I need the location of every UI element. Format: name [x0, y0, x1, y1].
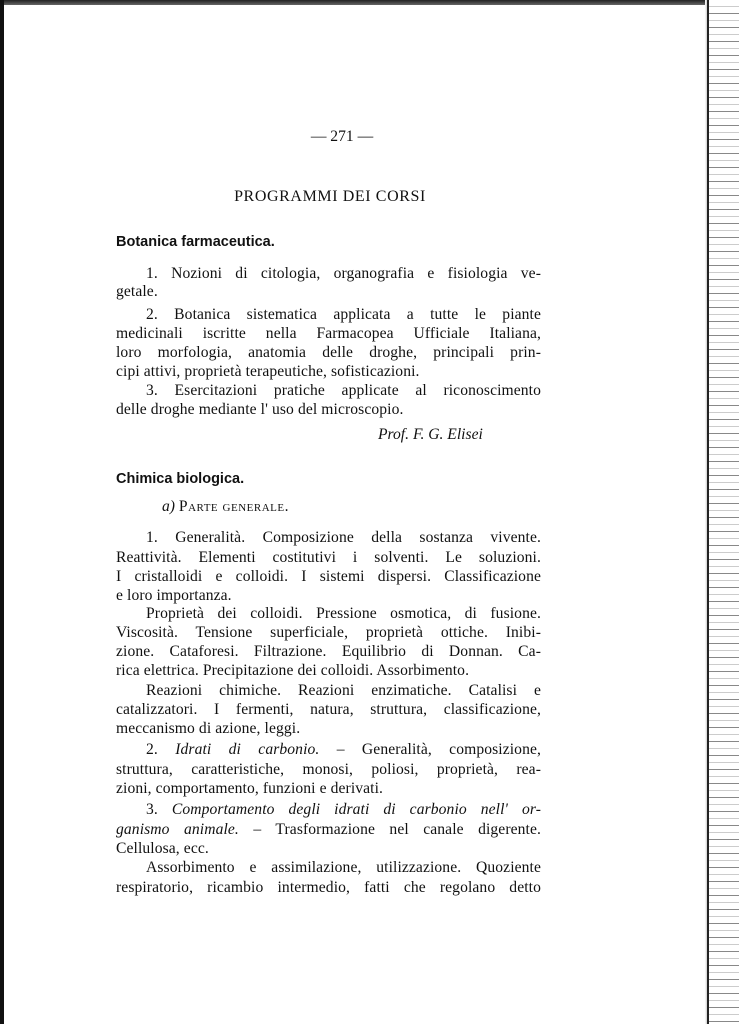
text-line	[116, 528, 541, 547]
text-segment: Proprietà dei colloidi. Pressione osmotica, di fusione.	[146, 605, 541, 622]
text-line	[116, 740, 541, 759]
text-segment: medicinali iscritte nella Farmacopea Ufficiale Italiana,	[116, 325, 541, 342]
text-segment: 1. Nozioni di citologia, organografia e fisiologia ve-	[146, 265, 541, 282]
text-line	[116, 779, 541, 798]
text-line	[116, 839, 541, 858]
text-line	[116, 661, 541, 680]
section-heading-chimica: Chimica biologica.	[116, 471, 245, 487]
text-line	[116, 305, 541, 324]
text-segment: e loro importanza.	[116, 587, 232, 604]
text-segment: Assorbimento e assimilazione, utilizzazione. Quoziente	[146, 859, 541, 876]
text-segment: 3.	[146, 801, 172, 818]
text-segment: Viscosità. Tensione superficiale, proprietà ottiche. Inibi-	[116, 624, 541, 641]
text-line	[116, 343, 541, 362]
text-line	[116, 324, 541, 343]
text-line	[116, 700, 541, 719]
text-segment: – Generalità, composizione,	[319, 741, 541, 758]
text-line	[116, 586, 541, 605]
subheading-text: Parte generale.	[178, 498, 289, 515]
text-segment: Cellulosa, ecc.	[116, 840, 209, 857]
text-line	[116, 362, 541, 381]
text-line	[116, 548, 541, 567]
text-segment: loro morfologia, anatomia delle droghe, principali prin-	[116, 344, 541, 361]
italic-text: Comportamento degli idrati di carbonio nell' or-	[171, 801, 541, 818]
text-line	[116, 820, 541, 839]
page-title: PROGRAMMI DEI CORSI	[234, 188, 426, 205]
italic-text: Idrati di carbonio.	[175, 741, 320, 758]
text-segment: struttura, caratteristiche, monosi, poliosi, proprietà, rea-	[116, 761, 541, 778]
text-segment: 2.	[146, 741, 176, 758]
text-line	[116, 623, 541, 642]
subheading	[162, 498, 289, 516]
text-segment: 2. Botanica sistematica applicata a tutte le piante	[146, 306, 541, 323]
text-segment: cipi attivi, proprietà terapeutiche, sofisticazioni.	[116, 363, 420, 380]
text-segment: getale.	[116, 283, 158, 300]
signature: Prof. F. G. Elisei	[378, 426, 483, 443]
text-line	[116, 381, 541, 400]
scan-edge-left	[0, 0, 4, 1024]
text-line	[116, 264, 541, 283]
text-segment: delle droghe mediante l' uso del microscopio.	[116, 401, 404, 418]
text-line	[116, 642, 541, 661]
text-segment: 3. Esercitazioni pratiche applicate al riconoscimento	[146, 382, 541, 399]
text-line	[116, 400, 541, 419]
text-segment: – Trasformazione nel canale digerente.	[238, 821, 541, 838]
text-segment: catalizzatori. I fermenti, natura, struttura, classificazione,	[116, 701, 541, 718]
text-segment: 1. Generalità. Composizione della sostanza vivente.	[146, 529, 541, 546]
section-heading-botanica: Botanica farmaceutica.	[116, 234, 275, 250]
text-line	[116, 719, 541, 738]
text-line	[116, 878, 541, 897]
text-line	[116, 567, 541, 586]
page-number: — 271 —	[310, 128, 374, 145]
text-line	[116, 681, 541, 700]
text-line	[116, 282, 541, 301]
text-segment: respiratorio, ricambio intermedio, fatti che regolano detto	[116, 879, 541, 896]
subheading-prefix: a)	[162, 498, 175, 515]
text-segment: zione. Cataforesi. Filtrazione. Equilibrio di Donnan. Ca-	[116, 643, 541, 660]
text-segment: meccanismo di azione, leggi.	[116, 720, 301, 737]
text-line	[116, 604, 541, 623]
text-segment: Reattività. Elementi costitutivi i solventi. Le soluzioni.	[116, 549, 541, 566]
text-line	[116, 760, 541, 779]
text-line	[116, 800, 541, 819]
scan-edge-right	[707, 0, 739, 1024]
text-segment: Reazioni chimiche. Reazioni enzimatiche. Catalisi e	[146, 682, 541, 699]
text-segment: zioni, comportamento, funzioni e derivati.	[116, 780, 384, 797]
text-line	[116, 858, 541, 877]
italic-text: ganismo animale.	[116, 821, 239, 838]
text-segment: I cristalloidi e colloidi. I sistemi dispersi. Classificazione	[116, 568, 541, 585]
scan-edge-top	[0, 0, 739, 5]
text-segment: rica elettrica. Precipitazione dei colloidi. Assorbimento.	[116, 662, 470, 679]
